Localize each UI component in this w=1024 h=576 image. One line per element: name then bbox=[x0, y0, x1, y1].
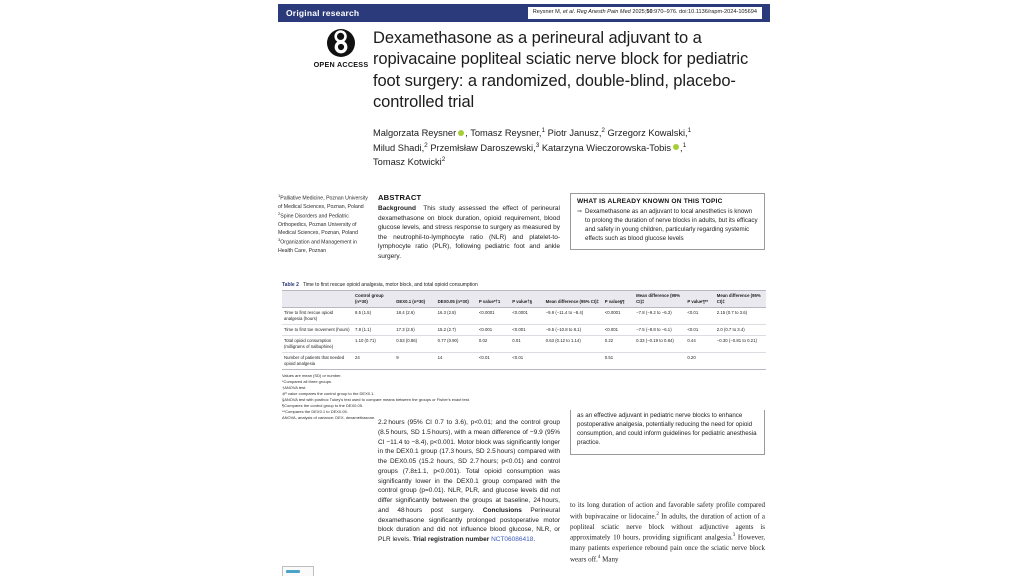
affiliation-marker: 2 bbox=[278, 211, 281, 217]
cell: 8.5 (1.5) bbox=[353, 307, 394, 324]
citation-etal: et al bbox=[562, 9, 574, 16]
cell bbox=[544, 352, 603, 369]
author-name: Tomasz Kotwicki bbox=[373, 157, 442, 168]
table-caption bbox=[282, 282, 766, 288]
cell: −9.5 (−10.8 to 8.1) bbox=[544, 324, 603, 335]
abstract-continuation bbox=[378, 418, 560, 545]
cell: <0.01 bbox=[685, 324, 714, 335]
open-lock-icon bbox=[326, 28, 356, 58]
affiliation-marker: 3 bbox=[278, 237, 281, 243]
introduction-column bbox=[570, 500, 765, 565]
col-header-meandiff-3: Mean difference (95% CI)‡ bbox=[715, 291, 766, 308]
table-footnote: ANOVA, analysis of variance; DEX, dexamethasone. bbox=[282, 414, 376, 420]
affiliation-marker: 1 bbox=[687, 127, 692, 134]
table-footnote: †ANOVA test. bbox=[282, 384, 307, 390]
table-row bbox=[282, 335, 766, 352]
abstract-background-text: This study assessed the effect of perineural dexamethasone on block duration, opioid requirement, blood glucose levels, and stress response to surgery as measured by the neutrophil-to-lymphocyte ratio (NLR) and platelet-to-lymphocyte ratio (PLR), following pediatric foot and ankle surgery. bbox=[378, 205, 560, 261]
reference-marker[interactable]: 4 bbox=[597, 554, 601, 560]
row-label: Total opioid consumption (milligrams of nalbuphine) bbox=[282, 335, 353, 352]
what-is-known-title: WHAT IS ALREADY KNOWN ON THIS TOPIC bbox=[577, 198, 723, 205]
cell: 2.15 (0.7 to 3.6) bbox=[715, 307, 766, 324]
running-head-label: Original research bbox=[286, 8, 360, 18]
col-header-pvalue-4: P value¶** bbox=[685, 291, 714, 308]
row-label: Number of patients that needed opioid analgesia bbox=[282, 352, 353, 369]
table-footnote: ‡P value compares the control group to the DEX0.1. bbox=[282, 390, 375, 396]
abstract-background bbox=[378, 204, 560, 262]
table-row bbox=[282, 352, 766, 369]
author-comma: , bbox=[680, 142, 683, 153]
impact-box-continuation bbox=[570, 410, 765, 455]
affiliations-column bbox=[278, 193, 370, 256]
reference-marker[interactable]: 3 bbox=[732, 533, 736, 539]
cell: 18.4 (2.6) bbox=[394, 307, 435, 324]
row-label: Time to first toe movement (hours) bbox=[282, 324, 353, 335]
abstract-heading: ABSTRACT bbox=[378, 193, 422, 202]
cell: 1.10 (0.71) bbox=[353, 335, 394, 352]
table-head bbox=[282, 291, 766, 308]
table-row bbox=[282, 307, 766, 324]
journal-article-page bbox=[278, 0, 770, 576]
reference-marker[interactable]: 2 bbox=[656, 511, 659, 517]
affiliation-marker: 2 bbox=[424, 141, 428, 149]
cell: <0.0001 bbox=[603, 307, 634, 324]
author-list bbox=[373, 126, 763, 170]
cell: −7.5 (−8.8 to −6.1) bbox=[634, 324, 685, 335]
col-header-pvalue-2: P value†§ bbox=[510, 291, 543, 308]
cell: <0.0001 bbox=[477, 307, 510, 324]
cell: 7.8 (1.1) bbox=[353, 324, 394, 335]
citation-journal: Reg Anesth Pain Med bbox=[576, 9, 631, 16]
cell: <0.01 bbox=[685, 307, 714, 324]
citation-author: Reysner M, bbox=[532, 9, 563, 16]
cell: 14 bbox=[436, 352, 477, 369]
cell: 0.22 bbox=[603, 335, 634, 352]
page-title: Dexamethasone as a perineural adjuvant to a ropivacaine popliteal sciatic nerve block for pediatric foot surgery: a randomized, double-blind, placebo-controlled trial bbox=[373, 29, 749, 112]
table-footnote: §ANOVA test with posthoc Tukey's test used to compare means between the groups or Fisher's exact test. bbox=[282, 396, 470, 402]
author-name: Grzegorz Kowalski, bbox=[604, 128, 688, 139]
cell: 24 bbox=[353, 352, 394, 369]
cell bbox=[634, 352, 685, 369]
citation-volume: 50 bbox=[646, 9, 653, 16]
table-body bbox=[282, 307, 766, 369]
author-name: Malgorzata Reysner bbox=[373, 128, 457, 139]
table-2-block bbox=[278, 279, 770, 423]
cell: <0.01 bbox=[477, 352, 510, 369]
footer-logo-bar bbox=[286, 570, 300, 573]
intro-text: However, many patients experience rebound pain once the sciatic nerve block wears off. bbox=[570, 533, 766, 564]
affiliation-text: Palliative Medicine, Poznan University of Medical Sciences, Poznan, Poland bbox=[278, 195, 368, 210]
author-name: Milud Shadi, bbox=[373, 142, 425, 153]
cell: 0.20 bbox=[685, 352, 714, 369]
table-number: Table 2 bbox=[282, 282, 299, 288]
cell: −9.9 (−11.4 to −8.4) bbox=[544, 307, 603, 324]
cell: 0.01 bbox=[510, 335, 543, 352]
author-name: Piotr Janusz, bbox=[545, 128, 602, 139]
affiliation-marker: 2 bbox=[601, 127, 605, 134]
cell: <0.001 bbox=[510, 324, 543, 335]
affiliation-marker: 2 bbox=[441, 156, 446, 163]
table-row bbox=[282, 324, 766, 335]
cell: <0.01 bbox=[510, 352, 543, 369]
col-header-meandiff-2: Mean difference (95% CI)‡ bbox=[634, 291, 685, 308]
citation-pages-doi: :970–976. doi:10.1136/rapm-2024-105694 bbox=[652, 9, 757, 16]
cell: 0.02 bbox=[477, 335, 510, 352]
orcid-icon[interactable] bbox=[458, 130, 464, 136]
abstract-results-text: 2.2 hours (95% CI 0.7 to 3.6), p<0.01; and the control group (8.5 hours, SD 1.5 hours), with a mean difference of −9.9 (95% CI −11.4 to −8.4), p<0.001. Motor block was significantly longer in the DEX0.1 group (17.3 hours, SD 2.5 hours) compared with the DEX0.05 (15.2 hours, SD 2.7 hours; p<0.01) and control groups (7.8±1.1, p<0.001). Total opioid consumption was significantly lower in the DEX0.1 group compared with the control group (p=0.01). NLR, PLR, and glucose levels did not differ significantly between the groups at baseline, 24 hours, and 48 hours post surgery. bbox=[378, 419, 560, 514]
author-name-group: , Tomasz Reysner, bbox=[465, 128, 542, 139]
abstract-background-label: Background bbox=[378, 205, 416, 212]
col-header-pvalue-1: P value*†1 bbox=[477, 291, 510, 308]
abstract-conclusions-label: Conclusions bbox=[482, 506, 522, 514]
citation-line bbox=[527, 6, 763, 20]
cell: <0.0001 bbox=[510, 307, 543, 324]
col-header-pvalue-3: P value§¶ bbox=[603, 291, 634, 308]
running-head-bar bbox=[278, 4, 770, 22]
orcid-icon[interactable] bbox=[673, 144, 679, 150]
table-header-row bbox=[282, 291, 766, 308]
cell: <0.001 bbox=[603, 324, 634, 335]
trial-registration-period: . bbox=[533, 536, 536, 543]
affiliation-marker: 1 bbox=[278, 193, 281, 198]
what-is-known-bullet bbox=[577, 208, 758, 244]
intro-text: Many bbox=[600, 555, 619, 564]
table-footnote: **Compares the DEX0.1 to DEX0.05. bbox=[282, 408, 348, 414]
trial-registration-link[interactable]: NCT06086418 bbox=[491, 536, 534, 543]
cell: 0.33 (−0.19 to 0.84) bbox=[634, 335, 685, 352]
abstract-section bbox=[378, 193, 560, 262]
cell: 16.3 (2.8) bbox=[436, 307, 477, 324]
col-header-label bbox=[282, 291, 353, 308]
citation-sep: . bbox=[573, 9, 577, 16]
col-header-meandiff-1: Mean difference (95% CI)‡ bbox=[544, 291, 603, 308]
row-label: Time to first rescue opioid analgesia (hours) bbox=[282, 307, 353, 324]
citation-year: 2025; bbox=[630, 9, 647, 16]
intro-text: In adults, the duration of action of a popliteal sciatic nerve block without adjunctive agents is approximately 10 hours, providing significant analgesia. bbox=[570, 511, 766, 542]
affiliation-marker: 3 bbox=[535, 141, 540, 149]
abstract-conclusions-text: Perineural dexamethasone significantly prolonged postoperative motor block duration and did not influence blood glucose, NLR, or PLR levels. bbox=[378, 506, 560, 543]
what-is-known-box bbox=[570, 193, 765, 250]
cell: −7.8 (−9.2 to −6.3) bbox=[634, 307, 685, 324]
author-name: Przemłsław Daroszewski, bbox=[427, 142, 536, 153]
cell: 17.3 (2.5) bbox=[394, 324, 435, 335]
cell: 9 bbox=[394, 352, 435, 369]
trial-registration-label: Trial registration number bbox=[412, 536, 490, 543]
table-caption-text: Time to first rescue opioid analgesia, motor block, and total opioid consumption bbox=[302, 282, 478, 288]
affiliation-marker: 1 bbox=[682, 141, 687, 149]
table-footnote: ¶Compares the control group to the DEX0.05. bbox=[282, 402, 364, 408]
table-footnote: *Compared all three groups. bbox=[282, 378, 333, 384]
results-table bbox=[282, 290, 766, 370]
cell: −0.30 (−0.81 to 0.21) bbox=[715, 335, 766, 352]
author-name: Katarzyna Wieczorowska-Tobis bbox=[539, 142, 672, 153]
col-header-dex005: DEX0.05 (n=30) bbox=[436, 291, 477, 308]
table-footnote: Values are mean (SD) or number. bbox=[282, 372, 342, 378]
what-is-known-text: Dexamethasone as an adjuvant to local anesthetics is known to prolong the duration of nerve blocks in adults, but its efficacy and safety in young children, particularly regarding systemic effects such as blood glucose levels bbox=[585, 208, 758, 242]
cell: 0.51 bbox=[603, 352, 634, 369]
open-access-badge bbox=[302, 28, 380, 69]
cell: <0.001 bbox=[477, 324, 510, 335]
cell bbox=[715, 352, 766, 369]
arrow-right-icon: ⇒ bbox=[577, 209, 583, 215]
open-access-label: OPEN ACCESS bbox=[313, 60, 369, 69]
col-header-dex01: DEX0.1 (n=30) bbox=[394, 291, 435, 308]
col-header-control: Control group (n=30) bbox=[353, 291, 394, 308]
affiliation-text: Spine Disorders and Pediatric Orthopedics, Poznan University of Medical Sciences, Poznan, Poland bbox=[278, 214, 358, 236]
cell: 0.77 (0.90) bbox=[436, 335, 477, 352]
affiliation-text: Organization and Management in Health Care, Poznan bbox=[278, 240, 357, 254]
cell: 0.53 (0.86) bbox=[394, 335, 435, 352]
cell: 15.2 (2.7) bbox=[436, 324, 477, 335]
affiliation-marker: 1 bbox=[541, 127, 546, 134]
cell: 0.44 bbox=[685, 335, 714, 352]
impact-box-text: as an effective adjuvant in pediatric nerve blocks to enhance postoperative analgesia, potentially reducing the need for opioid consumption, and could inform guidelines for pediatric anesthesia practice. bbox=[577, 412, 757, 446]
cell: 2.0 (0.7 to 3.4) bbox=[715, 324, 766, 335]
intro-text: to its long duration of action and favorable safety profile compared with bupivacaine or lidocaine. bbox=[570, 501, 765, 520]
cell: 0.63 (0.12 to 1.14) bbox=[544, 335, 603, 352]
